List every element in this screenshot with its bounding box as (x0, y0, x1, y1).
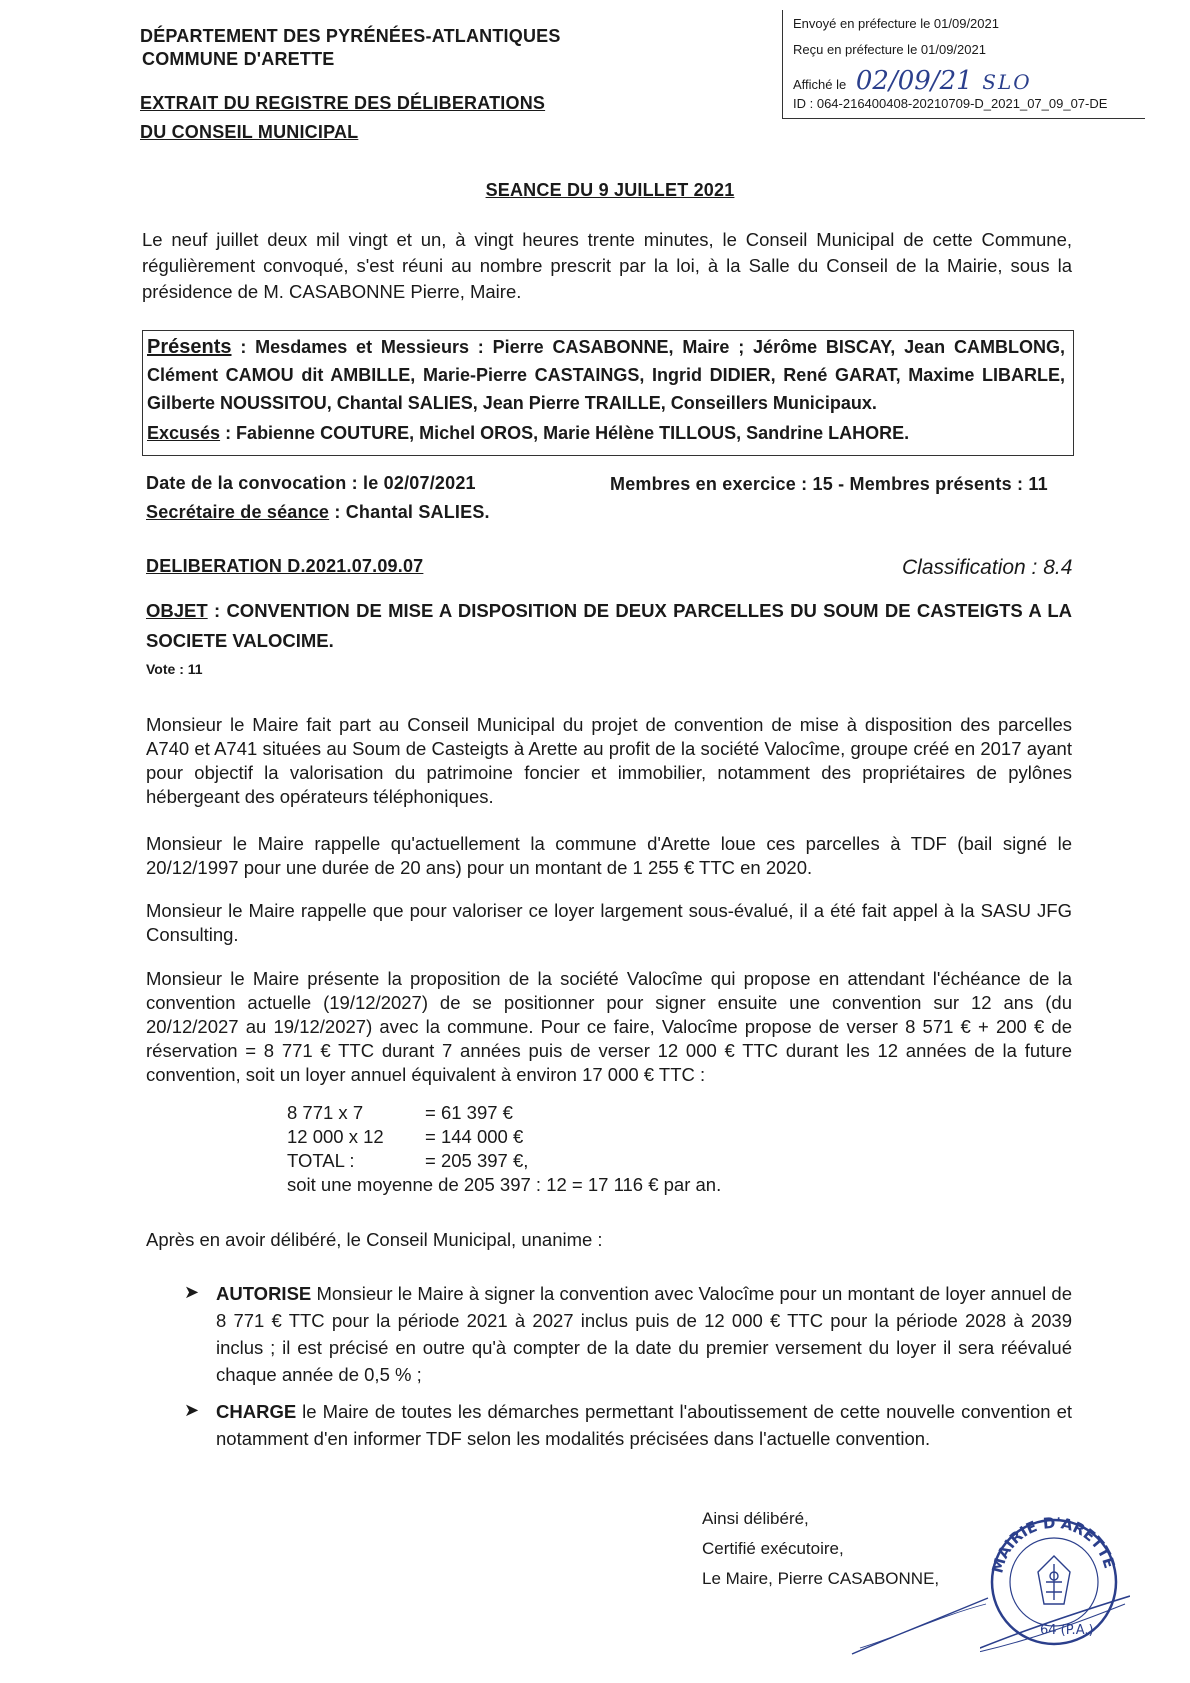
bullet-arrow-icon: ➤ (184, 1400, 200, 1420)
extract-title-line2: DU CONSEIL MUNICIPAL (140, 122, 359, 142)
stamp-received-date: Reçu en préfecture le 01/09/2021 (793, 42, 986, 57)
attendance-box (142, 330, 1074, 456)
paragraph-1: Monsieur le Maire fait part au Conseil Municipal du projet de convention de mise à disposition des parcelles A740 et A741 situées au Soum de Casteigts à Arette au profit de la société Valocîme, groupe créé en 2017 ayant pour objectif la valorisation du patrimoine foncier et immobilier, notamment des propriétaires de pylônes hébergeant des opérateurs téléphoniques. (146, 714, 1072, 807)
stamp-id: ID : 064-216400408-20210709-D_2021_07_09_07-DE (793, 96, 1108, 111)
excused-label: Excusés (147, 423, 221, 443)
department-name: DÉPARTEMENT DES PYRÉNÉES-ATLANTIQUES (140, 26, 561, 46)
commune-name: COMMUNE D'ARETTE (142, 49, 335, 69)
calc-row-1-right: = 61 397 € (425, 1102, 513, 1123)
decision-text: le Maire de toutes les démarches permettant l'aboutissement de cette nouvelle convention et notamment d'en informer TDF selon les modalités précisées dans l'actuelle convention. (216, 1401, 1072, 1449)
classification: Classification : 8.4 (902, 556, 1073, 579)
mairie-seal-stamp (980, 1500, 1130, 1660)
stamp-sent-date: Envoyé en préfecture le 01/09/2021 (793, 16, 999, 31)
stamp-posted-handwritten: 02/09/21 (855, 66, 973, 96)
excused-block (147, 419, 1065, 447)
vote-count: Vote : 11 (146, 661, 203, 677)
calc-row-1-left: 8 771 x 7 (287, 1102, 364, 1123)
secretary-row (146, 502, 490, 523)
members-count: Membres en exercice : 15 - Membres présents : 11 (610, 474, 1048, 494)
paragraph-2: Monsieur le Maire rappelle qu'actuellement la commune d'Arette loue ces parcelles à TDF (bail signé le 20/12/1997 pour une durée de 20 ans) pour un montant de 1 255 € TTC en 2020. (146, 833, 1072, 878)
object-label: OBJET (146, 600, 208, 621)
bullet-arrow-icon: ➤ (184, 1282, 200, 1302)
excused-list: : Fabienne COUTURE, Michel OROS, Marie Hélène TILLOUS, Sandrine LAHORE. (220, 423, 910, 443)
stamp-posted-initials: SLO (982, 70, 1032, 94)
extract-title-line1: EXTRAIT DU REGISTRE DES DÉLIBERATIONS (140, 93, 546, 113)
stamp-posted-label: Affiché le (793, 77, 847, 92)
svg-text:MAIRIE D'ARETTE: MAIRIE D'ARETTE (988, 1513, 1119, 1575)
object-text: : CONVENTION DE MISE A DISPOSITION DE DEUX PARCELLES DU SOUM DE CASTEIGTS A LA SOCIETE VALOCIME. (146, 600, 1072, 651)
object-block (146, 596, 1072, 656)
convocation-date: Date de la convocation : le 02/07/2021 (146, 473, 476, 493)
secretary-name: : Chantal SALIES. (329, 502, 490, 522)
mayor-signature (850, 1580, 990, 1660)
decision-verb: AUTORISE (216, 1283, 312, 1304)
decision-verb: CHARGE (216, 1401, 297, 1422)
svg-text:64 (P.A.): 64 (P.A.) (1040, 1623, 1094, 1638)
calc-row-3-right: = 205 397 €, (425, 1150, 529, 1171)
calc-row-2-left: 12 000 x 12 (287, 1126, 384, 1147)
signature-line-2: Certifié exécutoire, (702, 1539, 844, 1558)
presents-block (147, 333, 1065, 417)
decision-intro: Après en avoir délibéré, le Conseil Municipal, unanime : (146, 1229, 603, 1250)
decision-item-charge (216, 1398, 1072, 1452)
calc-row-2-right: = 144 000 € (425, 1126, 524, 1147)
presents-list: : Mesdames et Messieurs : Pierre CASABONNE, Maire ; Jérôme BISCAY, Jean CAMBLONG, Clément CAMOU dit AMBILLE, Marie-Pierre CASTAINGS, Ingrid DIDIER, René GARAT, Maxime LIBARLE, Gilberte NOUSSITOU, Chantal SALIES, Jean Pierre TRAILLE, Conseillers Municipaux. (147, 337, 1065, 413)
calc-average: soit une moyenne de 205 397 : 12 = 17 116 € par an. (287, 1174, 722, 1195)
calc-row-3-left: TOTAL : (287, 1150, 355, 1171)
signature-line-1: Ainsi délibéré, (702, 1509, 809, 1528)
prefecture-stamp-box (782, 10, 1145, 119)
secretary-label: Secrétaire de séance (146, 502, 330, 522)
presents-label: Présents (147, 336, 232, 358)
intro-paragraph: Le neuf juillet deux mil vingt et un, à vingt heures trente minutes, le Conseil Municipal de cette Commune, régulièrement convoqué, s'est réuni au nombre prescrit par la loi, à la Salle du Conseil de la Mairie, sous la présidence de M. CASABONNE Pierre, Maire. (142, 229, 1072, 302)
decision-item-authorise (216, 1280, 1072, 1388)
deliberation-number: DELIBERATION D.2021.07.09.07 (146, 556, 424, 576)
signature-line-3: Le Maire, Pierre CASABONNE, (702, 1569, 940, 1588)
session-title: SEANCE DU 9 JUILLET 2021 (485, 180, 735, 200)
decision-text: Monsieur le Maire à signer la convention avec Valocîme pour un montant de loyer annuel de 8 771 € TTC pour la période 2021 à 2027 inclus puis de 12 000 € TTC pour la période 2028 à 2039 inclus ; il est précisé en outre qu'à compter de la date du premier versement du loyer il sera réévalué chaque année de 0,5 % ; (216, 1283, 1072, 1385)
paragraph-3: Monsieur le Maire rappelle que pour valoriser ce loyer largement sous-évalué, il a été fait appel à la SASU JFG Consulting. (146, 900, 1072, 945)
stamp-posted-row (793, 66, 1032, 96)
paragraph-4: Monsieur le Maire présente la proposition de la société Valocîme qui propose en attendant l'échéance de la convention actuelle (19/12/2027) de se positionner pour signer ensuite une convention sur 12 ans (du 20/12/2027 au 19/12/2027) avec la commune. Pour ce faire, Valocîme propose de verser 8 571 € + 200 € de réservation = 8 771 € TTC durant 7 années puis de verser 12 000 € TTC durant les 12 années de la future convention, soit un loyer annuel équivalent à environ 17 000 € TTC : (146, 968, 1072, 1085)
